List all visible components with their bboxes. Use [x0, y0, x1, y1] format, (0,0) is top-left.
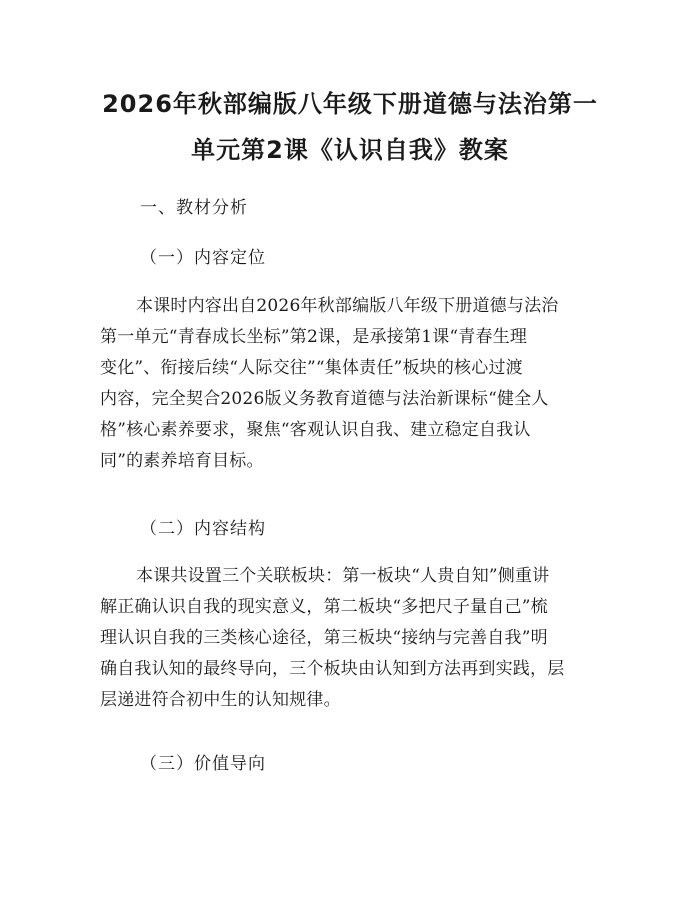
- paragraph-2-line-2: 解正确认识自我的现实意义，第二板块“多把尺子量自己”梳: [100, 597, 548, 617]
- paragraph-2-line-4: 确自我认知的最终导向，三个板块由认知到方法再到实践，层: [100, 659, 565, 679]
- paragraph-1-line-4: 内容，完全契合2026版义务教育道德与法治新课标“健全人: [100, 389, 549, 409]
- paragraph-1-line-1: 本课时内容出自2026年秋部编版八年级下册道德与法治: [136, 296, 559, 316]
- subheading-content-structure: （二）内容结构: [140, 519, 266, 539]
- subheading-value-orientation: （三）价值导向: [140, 754, 266, 774]
- paragraph-2-line-5: 层递进符合初中生的认知规律。: [100, 690, 341, 710]
- document-title-line-1: 2026年秋部编版八年级下册道德与法治第一: [102, 90, 598, 118]
- section-heading-materials-analysis: 一、教材分析: [140, 198, 248, 218]
- paragraph-1-line-2: 第一单元“青春成长坐标”第2课，是承接第1课“青春生理: [100, 327, 528, 347]
- paragraph-1-line-3: 变化”、衔接后续“人际交往”“集体责任”板块的核心过渡: [100, 358, 523, 378]
- document-title-line-2: 单元第2课《认识自我》教案: [191, 136, 509, 164]
- subheading-content-positioning: （一）内容定位: [140, 248, 266, 268]
- paragraph-1-line-6: 同”的素养培育目标。: [100, 451, 264, 471]
- paragraph-2-line-1: 本课共设置三个关联板块：第一板块“人贵自知”侧重讲: [136, 566, 550, 586]
- paragraph-1-line-5: 格”核心素养要求，聚焦“客观认识自我、建立稳定自我认: [100, 420, 531, 440]
- paragraph-2-line-3: 理认识自我的三类核心途径，第三板块“接纳与完善自我”明: [100, 628, 548, 648]
